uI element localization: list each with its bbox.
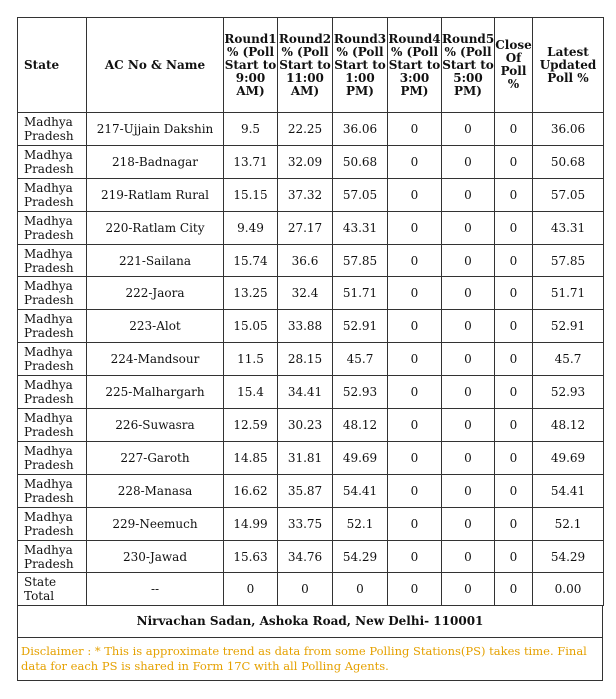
cell-r3: 51.71 xyxy=(333,277,388,310)
cell-close: 0 xyxy=(495,409,533,442)
cell-r4: 0 xyxy=(388,409,442,442)
cell-latest: 50.68 xyxy=(533,145,604,178)
cell-close: 0 xyxy=(495,178,533,211)
cell-r2: 35.87 xyxy=(278,474,333,507)
cell-latest: 57.05 xyxy=(533,178,604,211)
header-round1: Round1 % (Poll Start to 9:00 AM) xyxy=(224,18,278,113)
cell-r3: 57.05 xyxy=(333,178,388,211)
cell-r2: 32.09 xyxy=(278,145,333,178)
header-ac: AC No & Name xyxy=(87,18,224,113)
cell-r4: 0 xyxy=(388,474,442,507)
cell-state: Madhya Pradesh xyxy=(18,244,87,277)
cell-r2: 34.41 xyxy=(278,376,333,409)
cell-state: Madhya Pradesh xyxy=(18,277,87,310)
cell-latest: 36.06 xyxy=(533,113,604,146)
cell-r2: 34.76 xyxy=(278,540,333,573)
cell-r3: 52.1 xyxy=(333,507,388,540)
cell-r2: 0 xyxy=(278,573,333,606)
cell-ac: 224-Mandsour xyxy=(87,343,224,376)
table-header-row xyxy=(18,18,604,113)
cell-close: 0 xyxy=(495,540,533,573)
cell-ac: 219-Ratlam Rural xyxy=(87,178,224,211)
cell-latest: 49.69 xyxy=(533,441,604,474)
table-row xyxy=(18,343,604,376)
cell-r1: 9.5 xyxy=(224,113,278,146)
cell-state: Madhya Pradesh xyxy=(18,441,87,474)
cell-r3: 52.91 xyxy=(333,310,388,343)
cell-ac: 218-Badnagar xyxy=(87,145,224,178)
cell-state: Madhya Pradesh xyxy=(18,540,87,573)
cell-r5: 0 xyxy=(442,244,495,277)
table-row xyxy=(18,178,604,211)
cell-close: 0 xyxy=(495,277,533,310)
cell-state: Madhya Pradesh xyxy=(18,343,87,376)
cell-close: 0 xyxy=(495,507,533,540)
cell-r3: 0 xyxy=(333,573,388,606)
cell-state: Madhya Pradesh xyxy=(18,211,87,244)
cell-state: Madhya Pradesh xyxy=(18,474,87,507)
cell-r5: 0 xyxy=(442,573,495,606)
cell-r1: 15.05 xyxy=(224,310,278,343)
cell-r2: 27.17 xyxy=(278,211,333,244)
cell-r4: 0 xyxy=(388,211,442,244)
table-row xyxy=(18,507,604,540)
cell-close: 0 xyxy=(495,113,533,146)
cell-ac: 228-Manasa xyxy=(87,474,224,507)
cell-latest: 57.85 xyxy=(533,244,604,277)
cell-r1: 14.85 xyxy=(224,441,278,474)
cell-state: Madhya Pradesh xyxy=(18,178,87,211)
cell-r5: 0 xyxy=(442,277,495,310)
cell-latest: 54.41 xyxy=(533,474,604,507)
table-row xyxy=(18,573,604,606)
cell-r1: 0 xyxy=(224,573,278,606)
cell-latest: 52.1 xyxy=(533,507,604,540)
cell-latest: 52.91 xyxy=(533,310,604,343)
cell-close: 0 xyxy=(495,343,533,376)
cell-state: Madhya Pradesh xyxy=(18,310,87,343)
cell-close: 0 xyxy=(495,244,533,277)
cell-r1: 16.62 xyxy=(224,474,278,507)
cell-r4: 0 xyxy=(388,376,442,409)
cell-r2: 22.25 xyxy=(278,113,333,146)
table-row xyxy=(18,145,604,178)
cell-r2: 32.4 xyxy=(278,277,333,310)
cell-r3: 43.31 xyxy=(333,211,388,244)
cell-r4: 0 xyxy=(388,310,442,343)
cell-r2: 31.81 xyxy=(278,441,333,474)
cell-r3: 57.85 xyxy=(333,244,388,277)
cell-r4: 0 xyxy=(388,244,442,277)
cell-r4: 0 xyxy=(388,113,442,146)
header-close-of-poll: Close Of Poll % xyxy=(495,18,533,113)
cell-r3: 52.93 xyxy=(333,376,388,409)
cell-r5: 0 xyxy=(442,178,495,211)
cell-close: 0 xyxy=(495,310,533,343)
cell-r1: 9.49 xyxy=(224,211,278,244)
cell-ac: 230-Jawad xyxy=(87,540,224,573)
cell-state: Madhya Pradesh xyxy=(18,507,87,540)
cell-r1: 13.25 xyxy=(224,277,278,310)
cell-latest: 54.29 xyxy=(533,540,604,573)
cell-r4: 0 xyxy=(388,145,442,178)
cell-state: Madhya Pradesh xyxy=(18,376,87,409)
cell-ac: 229-Neemuch xyxy=(87,507,224,540)
table-row xyxy=(18,441,604,474)
cell-r4: 0 xyxy=(388,441,442,474)
cell-ac: 222-Jaora xyxy=(87,277,224,310)
cell-r2: 36.6 xyxy=(278,244,333,277)
cell-r5: 0 xyxy=(442,145,495,178)
cell-latest: 45.7 xyxy=(533,343,604,376)
header-round4: Round4 % (Poll Start to 3:00 PM) xyxy=(388,18,442,113)
cell-state: State Total xyxy=(18,573,87,606)
cell-r4: 0 xyxy=(388,507,442,540)
cell-close: 0 xyxy=(495,145,533,178)
disclaimer-text: Disclaimer : * This is approximate trend as data from some Polling Stations(PS) takes time. Final data for each PS is shared in Form 17C with all Polling Agents. xyxy=(17,638,603,681)
cell-r4: 0 xyxy=(388,573,442,606)
header-state: State xyxy=(18,18,87,113)
cell-latest: 43.31 xyxy=(533,211,604,244)
table-row xyxy=(18,277,604,310)
cell-r3: 48.12 xyxy=(333,409,388,442)
cell-ac: 227-Garoth xyxy=(87,441,224,474)
cell-close: 0 xyxy=(495,211,533,244)
cell-r5: 0 xyxy=(442,376,495,409)
cell-r1: 14.99 xyxy=(224,507,278,540)
cell-state: Madhya Pradesh xyxy=(18,113,87,146)
header-round2: Round2 % (Poll Start to 11:00 AM) xyxy=(278,18,333,113)
cell-close: 0 xyxy=(495,376,533,409)
cell-r3: 54.41 xyxy=(333,474,388,507)
cell-close: 0 xyxy=(495,573,533,606)
cell-r3: 36.06 xyxy=(333,113,388,146)
cell-r1: 13.71 xyxy=(224,145,278,178)
address-footer: Nirvachan Sadan, Ashoka Road, New Delhi- 110001 xyxy=(17,606,603,638)
cell-ac: 221-Sailana xyxy=(87,244,224,277)
cell-r1: 15.4 xyxy=(224,376,278,409)
cell-r4: 0 xyxy=(388,343,442,376)
header-round3: Round3 % (Poll Start to 1:00 PM) xyxy=(333,18,388,113)
cell-r4: 0 xyxy=(388,540,442,573)
header-latest-updated: Latest Updated Poll % xyxy=(533,18,604,113)
cell-r5: 0 xyxy=(442,507,495,540)
cell-ac: 220-Ratlam City xyxy=(87,211,224,244)
cell-r5: 0 xyxy=(442,343,495,376)
cell-r4: 0 xyxy=(388,277,442,310)
cell-r5: 0 xyxy=(442,474,495,507)
cell-ac: 225-Malhargarh xyxy=(87,376,224,409)
cell-r5: 0 xyxy=(442,113,495,146)
cell-r5: 0 xyxy=(442,441,495,474)
cell-r3: 50.68 xyxy=(333,145,388,178)
table-row xyxy=(18,540,604,573)
cell-ac: -- xyxy=(87,573,224,606)
cell-ac: 217-Ujjain Dakshin xyxy=(87,113,224,146)
cell-r1: 15.63 xyxy=(224,540,278,573)
cell-r3: 49.69 xyxy=(333,441,388,474)
table-row xyxy=(18,113,604,146)
table-row xyxy=(18,310,604,343)
table-row xyxy=(18,474,604,507)
cell-r2: 33.88 xyxy=(278,310,333,343)
cell-r3: 45.7 xyxy=(333,343,388,376)
cell-latest: 0.00 xyxy=(533,573,604,606)
poll-report xyxy=(17,17,603,681)
header-round5: Round5 % (Poll Start to 5:00 PM) xyxy=(442,18,495,113)
cell-r3: 54.29 xyxy=(333,540,388,573)
cell-r2: 28.15 xyxy=(278,343,333,376)
cell-state: Madhya Pradesh xyxy=(18,145,87,178)
cell-latest: 51.71 xyxy=(533,277,604,310)
table-row xyxy=(18,211,604,244)
cell-close: 0 xyxy=(495,474,533,507)
cell-r2: 33.75 xyxy=(278,507,333,540)
cell-r5: 0 xyxy=(442,310,495,343)
cell-ac: 226-Suwasra xyxy=(87,409,224,442)
cell-r5: 0 xyxy=(442,409,495,442)
cell-state: Madhya Pradesh xyxy=(18,409,87,442)
cell-r1: 15.15 xyxy=(224,178,278,211)
cell-r2: 37.32 xyxy=(278,178,333,211)
cell-r2: 30.23 xyxy=(278,409,333,442)
cell-r1: 15.74 xyxy=(224,244,278,277)
cell-r1: 12.59 xyxy=(224,409,278,442)
cell-latest: 52.93 xyxy=(533,376,604,409)
table-row xyxy=(18,409,604,442)
cell-ac: 223-Alot xyxy=(87,310,224,343)
cell-r5: 0 xyxy=(442,540,495,573)
voter-turnout-table xyxy=(17,17,604,606)
cell-r4: 0 xyxy=(388,178,442,211)
cell-latest: 48.12 xyxy=(533,409,604,442)
table-row xyxy=(18,376,604,409)
cell-r1: 11.5 xyxy=(224,343,278,376)
cell-close: 0 xyxy=(495,441,533,474)
table-row xyxy=(18,244,604,277)
cell-r5: 0 xyxy=(442,211,495,244)
